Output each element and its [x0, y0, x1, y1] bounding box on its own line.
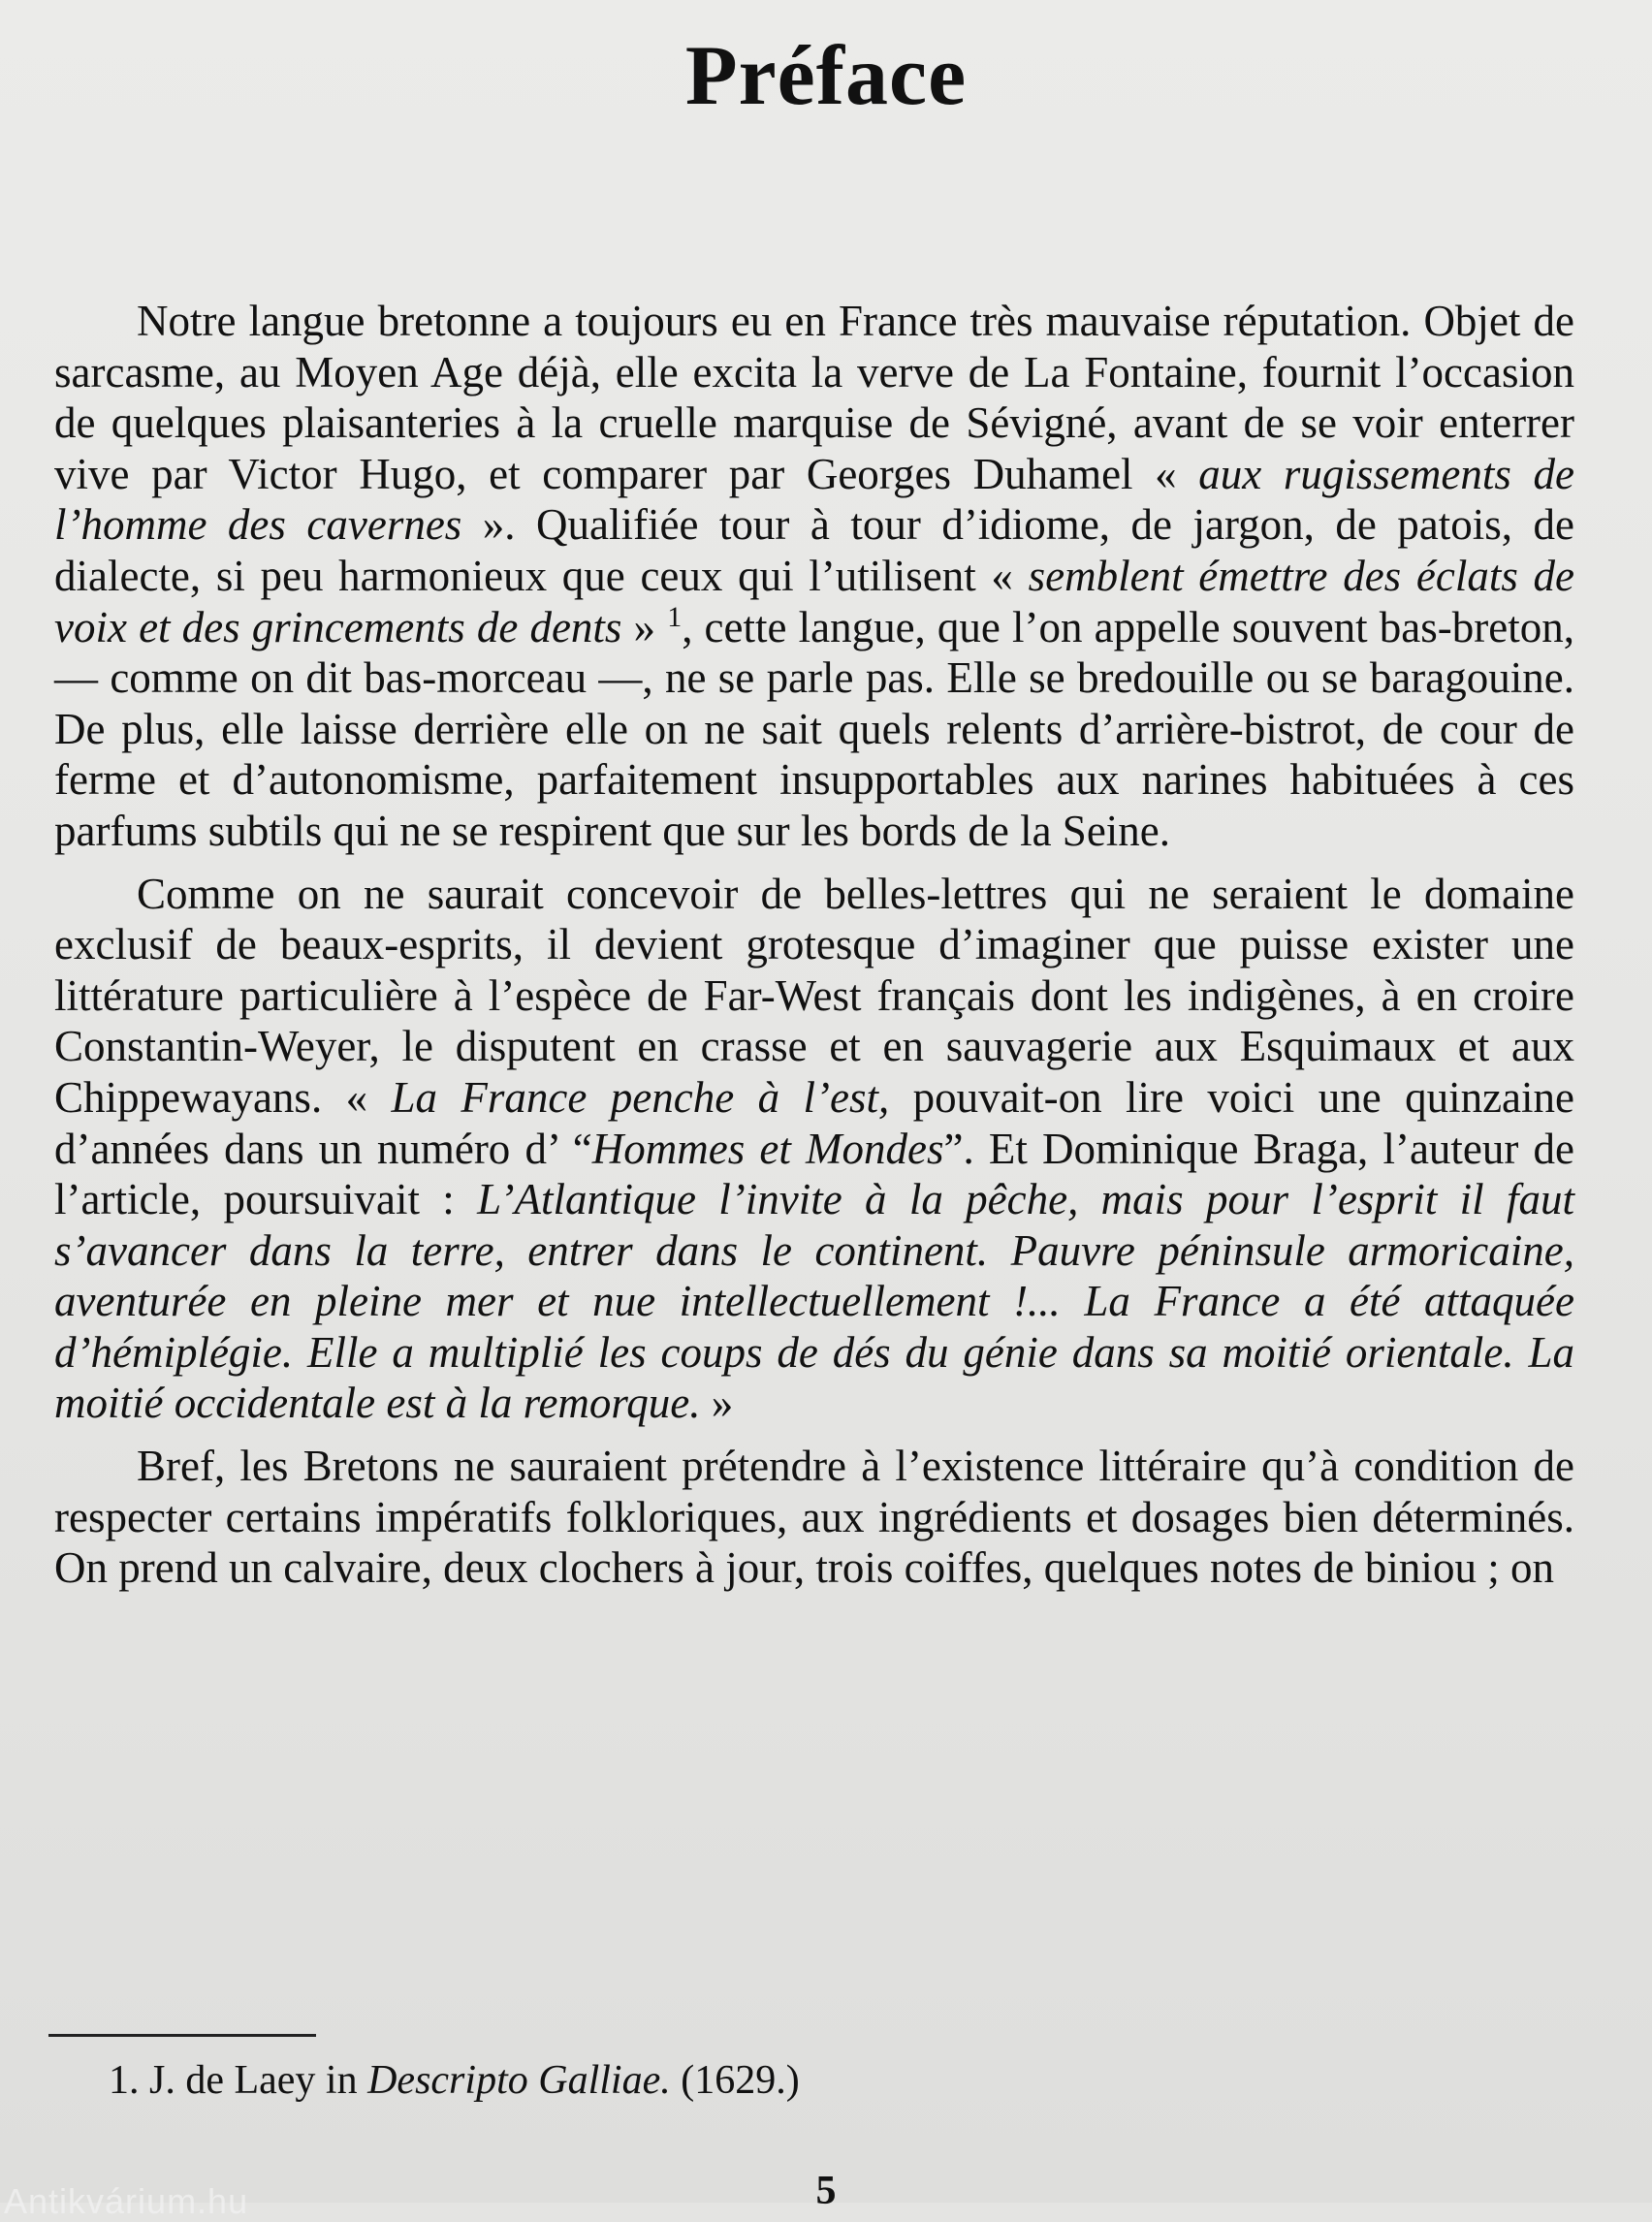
italic-text: semblent émettre des éclats de voix et des grincements de dents	[54, 551, 1574, 651]
italic-text: L’Atlantique l’invite à la pêche, mais pour l’esprit il faut s’avancer dans la terre, entrer dans le continent. Pauvre péninsule armoricaine, aventurée en pleine mer et nue intellectuellement !... La France a été attaquée d’hémiplégie. Elle a multiplié les coups de dés du génie dans sa moitié orientale. La moitié occidentale est à la remorque.	[54, 1175, 1574, 1428]
footnote-reference: 1	[667, 600, 683, 633]
page-title: Préface	[684, 29, 968, 123]
paragraph-text: »	[700, 1379, 734, 1428]
footnote-number: 1.	[109, 2058, 140, 2103]
footnote-year: (1629.)	[681, 2058, 800, 2103]
paragraph-text: »	[621, 602, 668, 651]
paragraph-text: , cette langue, que l’on appelle souvent bas-breton, — comme on dit bas-morceau —, ne se parle pas. Elle se bredouille ou se baragouine. De plus, elle laisse derrière elle on ne sait quels relents d’arrière-bistrot, de cour de ferme et d’autonomisme, parfaitement insupportables aux narines habituées à ces parfums subtils qui ne se respirent que sur les bords de la Seine.	[54, 602, 1574, 855]
paragraph-text: Comme on ne saurait concevoir de belles-lettres qui ne seraient le domaine exclusif de beaux-esprits, il devient grotesque d’imaginer que puisse exister une littérature particulière à l’espèce de Far-West français dont les indigènes, à en croire Constantin-Weyer, le disputent en crasse et en sauvagerie aux Esquimaux et aux Chippewayans. «	[54, 869, 1574, 1122]
paragraph-text: pouvait-on lire voici une quinzaine d’années dans un numéro d’ “	[54, 1072, 1575, 1173]
italic-text: Hommes et Mondes	[591, 1124, 944, 1173]
page-number: 5	[815, 2169, 837, 2213]
footnote-author: J. de Laey in	[149, 2058, 358, 2103]
paragraph-text: ”. Et Dominique Braga, l’auteur de l’article, poursuivait :	[54, 1124, 1574, 1224]
paragraph	[54, 869, 1574, 1430]
footnote	[109, 2053, 800, 2108]
paragraph	[54, 296, 1574, 857]
footnote-separator	[48, 2034, 316, 2037]
italic-text: La France penche à l’est,	[391, 1072, 890, 1122]
paragraph-text: Notre langue bretonne a toujours eu en France très mauvaise réputation. Objet de sarcasme, au Moyen Age déjà, elle excita la verve de La Fontaine, fournit l’occasion de quelques plaisanteries à la cruelle marquise de Sévigné, avant de se voir enterrer vive par Victor Hugo, et comparer par Georges Duhamel «	[54, 297, 1574, 498]
paragraph-text: ». Qualifiée tour à tour d’idiome, de jargon, de patois, de dialecte, si peu harmonieux que ceux qui l’utilisent «	[54, 500, 1574, 600]
body-text	[54, 296, 1574, 1594]
watermark-text: Antikvárium.hu	[4, 2181, 249, 2221]
italic-text: aux rugissements de l’homme des cavernes	[54, 449, 1574, 550]
footnote-work: Descripto Galliae.	[367, 2058, 671, 2103]
paragraph	[54, 1441, 1574, 1594]
paragraph-text: Bref, les Bretons ne sauraient prétendre à l’existence littéraire qu’à condition de respecter certains impératifs folkloriques, aux ingrédients et dosages bien déterminés. On prend un calvaire, deux clochers à jour, trois coiffes, quelques notes de biniou ; on	[54, 1442, 1574, 1593]
